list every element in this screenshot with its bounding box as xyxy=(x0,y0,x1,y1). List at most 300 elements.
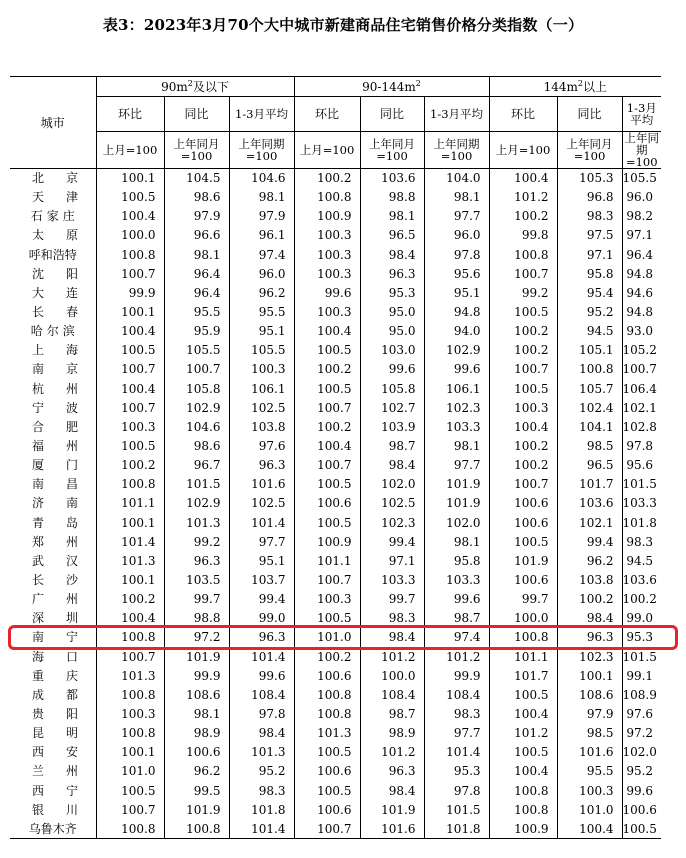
table-row xyxy=(10,743,661,762)
index-value: 95.2 xyxy=(557,302,622,321)
index-value: 97.7 xyxy=(424,724,489,743)
index-value: 101.0 xyxy=(96,762,164,781)
index-value: 101.8 xyxy=(622,513,661,532)
index-value: 100.5 xyxy=(96,436,164,455)
index-value: 100.8 xyxy=(557,360,622,379)
table-row xyxy=(10,322,661,341)
index-value: 100.4 xyxy=(96,322,164,341)
index-value: 100.5 xyxy=(294,743,360,762)
index-value: 108.4 xyxy=(424,685,489,704)
index-value: 98.5 xyxy=(557,724,622,743)
index-value: 101.2 xyxy=(489,188,557,207)
index-value: 96.3 xyxy=(164,551,229,570)
index-value: 101.5 xyxy=(164,475,229,494)
index-value: 100.9 xyxy=(294,207,360,226)
index-value: 100.4 xyxy=(557,819,622,838)
table-row xyxy=(10,781,661,800)
index-value: 101.9 xyxy=(360,800,424,819)
index-value: 100.6 xyxy=(489,494,557,513)
index-value: 104.5 xyxy=(164,169,229,188)
index-value: 98.4 xyxy=(557,609,622,628)
index-value: 100.5 xyxy=(489,379,557,398)
index-value: 100.6 xyxy=(164,743,229,762)
index-value: 100.6 xyxy=(622,800,661,819)
base-label-jan-mar-avg: 上年同期=100 xyxy=(424,132,489,169)
index-value: 100.6 xyxy=(489,513,557,532)
index-value: 100.8 xyxy=(96,685,164,704)
city-name: 哈尔滨 xyxy=(30,324,79,339)
base-label-jan-mar-avg: 上年同期=100 xyxy=(622,132,661,169)
index-value: 108.6 xyxy=(557,685,622,704)
index-value: 100.2 xyxy=(489,456,557,475)
group-header-under-90: $90m^2$及以下 xyxy=(96,77,294,97)
index-value: 100.5 xyxy=(294,341,360,360)
city-name: 兰州 xyxy=(32,764,101,779)
index-value: 98.5 xyxy=(557,436,622,455)
index-value: 101.4 xyxy=(229,513,294,532)
index-value: 95.0 xyxy=(360,302,424,321)
index-value: 100.7 xyxy=(489,360,557,379)
index-value: 100.5 xyxy=(294,513,360,532)
city-name: 长沙 xyxy=(32,573,101,588)
index-value: 100.8 xyxy=(489,781,557,800)
index-value: 98.4 xyxy=(360,781,424,800)
subheader-mom: 环比 xyxy=(294,97,360,132)
index-value: 100.7 xyxy=(294,570,360,589)
index-value: 101.1 xyxy=(489,647,557,666)
city-name: 沈阳 xyxy=(32,266,101,281)
index-value: 99.7 xyxy=(164,590,229,609)
index-value: 98.8 xyxy=(164,609,229,628)
index-value: 100.5 xyxy=(489,532,557,551)
index-value: 100.2 xyxy=(294,360,360,379)
table-row xyxy=(10,207,661,226)
table-row xyxy=(10,819,661,838)
highlight-box-nanning xyxy=(8,625,678,650)
index-value: 100.8 xyxy=(294,685,360,704)
index-value: 94.0 xyxy=(424,322,489,341)
index-value: 100.7 xyxy=(294,819,360,838)
index-value: 98.4 xyxy=(360,628,424,647)
index-value: 96.3 xyxy=(229,456,294,475)
city-name: 石家庄 xyxy=(30,209,79,224)
index-value: 100.2 xyxy=(489,341,557,360)
index-value: 100.6 xyxy=(294,800,360,819)
index-value: 95.4 xyxy=(557,283,622,302)
table-row xyxy=(10,169,661,188)
city-name: 太原 xyxy=(32,228,101,243)
index-value: 96.4 xyxy=(164,264,229,283)
index-value: 100.7 xyxy=(489,475,557,494)
index-value: 101.0 xyxy=(557,800,622,819)
city-name: 西安 xyxy=(32,745,101,760)
index-value: 100.8 xyxy=(96,475,164,494)
index-value: 103.6 xyxy=(557,494,622,513)
table-row xyxy=(10,762,661,781)
index-value: 100.2 xyxy=(489,207,557,226)
index-value: 102.3 xyxy=(424,398,489,417)
index-value: 102.5 xyxy=(360,494,424,513)
city-name: 呼和浩特 xyxy=(28,247,77,262)
index-value: 98.3 xyxy=(229,781,294,800)
index-value: 99.8 xyxy=(489,226,557,245)
city-name: 成都 xyxy=(32,687,101,702)
index-value: 96.3 xyxy=(229,628,294,647)
city-name: 海口 xyxy=(32,649,101,664)
base-label-mom: 上月=100 xyxy=(96,132,164,169)
index-value: 95.1 xyxy=(424,283,489,302)
subheader-jan-mar-avg: 1-3月平均 xyxy=(424,97,489,132)
index-value: 100.1 xyxy=(96,169,164,188)
city-name: 南昌 xyxy=(32,477,101,492)
index-value: 102.9 xyxy=(424,341,489,360)
index-value: 101.4 xyxy=(96,532,164,551)
index-value: 101.7 xyxy=(557,475,622,494)
city-name: 天津 xyxy=(32,190,101,205)
index-value: 97.5 xyxy=(557,226,622,245)
index-value: 100.2 xyxy=(294,417,360,436)
index-value: 98.1 xyxy=(360,207,424,226)
index-value: 100.5 xyxy=(489,743,557,762)
index-value: 100.8 xyxy=(96,819,164,838)
index-value: 100.3 xyxy=(294,245,360,264)
index-value: 100.4 xyxy=(294,322,360,341)
index-value: 100.1 xyxy=(96,302,164,321)
index-value: 100.7 xyxy=(96,360,164,379)
city-name: 深圳 xyxy=(32,611,101,626)
index-value: 102.0 xyxy=(622,743,661,762)
base-label-yoy: 上年同月=100 xyxy=(557,132,622,169)
index-value: 96.3 xyxy=(360,264,424,283)
index-value: 99.9 xyxy=(96,283,164,302)
index-value: 98.9 xyxy=(360,724,424,743)
index-value: 98.3 xyxy=(622,532,661,551)
index-value: 100.2 xyxy=(294,169,360,188)
table-title: 表3：2023年3月70个大中城市新建商品住宅销售价格分类指数（一） xyxy=(102,16,584,34)
index-value: 100.6 xyxy=(294,666,360,685)
index-value: 101.4 xyxy=(229,819,294,838)
index-value: 100.5 xyxy=(294,781,360,800)
index-value: 100.7 xyxy=(294,398,360,417)
index-value: 100.2 xyxy=(489,436,557,455)
index-value: 93.0 xyxy=(622,322,661,341)
index-value: 97.8 xyxy=(229,704,294,723)
city-name: 济南 xyxy=(32,496,101,511)
index-value: 103.8 xyxy=(229,417,294,436)
index-value: 98.1 xyxy=(164,704,229,723)
index-value: 103.5 xyxy=(164,570,229,589)
index-value: 94.8 xyxy=(622,264,661,283)
index-value: 96.5 xyxy=(557,456,622,475)
index-value: 105.2 xyxy=(622,341,661,360)
index-value: 100.6 xyxy=(489,570,557,589)
index-value: 97.1 xyxy=(360,551,424,570)
index-value: 95.3 xyxy=(424,762,489,781)
index-value: 100.6 xyxy=(294,762,360,781)
index-value: 101.1 xyxy=(96,494,164,513)
index-value: 101.5 xyxy=(424,800,489,819)
table-row xyxy=(10,226,661,245)
base-label-mom: 上月=100 xyxy=(489,132,557,169)
index-value: 99.6 xyxy=(424,360,489,379)
base-label-jan-mar-avg: 上年同期=100 xyxy=(229,132,294,169)
index-value: 100.0 xyxy=(489,609,557,628)
index-value: 98.4 xyxy=(229,724,294,743)
index-value: 95.8 xyxy=(557,264,622,283)
index-value: 100.0 xyxy=(360,666,424,685)
index-value: 100.8 xyxy=(164,819,229,838)
city-name: 上海 xyxy=(32,343,101,358)
index-value: 106.1 xyxy=(229,379,294,398)
table-row xyxy=(10,264,661,283)
index-value: 108.4 xyxy=(360,685,424,704)
table-row xyxy=(10,724,661,743)
table-row xyxy=(10,666,661,685)
index-value: 100.2 xyxy=(96,456,164,475)
index-value: 100.4 xyxy=(96,207,164,226)
index-value: 99.2 xyxy=(164,532,229,551)
index-value: 108.9 xyxy=(622,685,661,704)
subheader-yoy: 同比 xyxy=(164,97,229,132)
index-value: 99.7 xyxy=(489,590,557,609)
index-value: 100.5 xyxy=(294,609,360,628)
city-name: 青岛 xyxy=(32,515,101,530)
index-value: 96.7 xyxy=(164,456,229,475)
table-row xyxy=(10,341,661,360)
index-value: 105.1 xyxy=(557,341,622,360)
index-value: 100.7 xyxy=(96,398,164,417)
table-row xyxy=(10,456,661,475)
city-name: 南宁 xyxy=(32,630,101,645)
index-value: 101.3 xyxy=(164,513,229,532)
index-value: 101.9 xyxy=(489,551,557,570)
city-name: 福州 xyxy=(32,439,101,454)
index-value: 103.6 xyxy=(622,570,661,589)
index-value: 101.3 xyxy=(96,666,164,685)
index-value: 95.1 xyxy=(229,551,294,570)
index-value: 96.4 xyxy=(622,245,661,264)
index-value: 95.2 xyxy=(622,762,661,781)
index-value: 100.7 xyxy=(489,264,557,283)
city-name: 广州 xyxy=(32,592,101,607)
table-row xyxy=(10,551,661,570)
index-value: 104.6 xyxy=(229,169,294,188)
index-value: 97.8 xyxy=(424,781,489,800)
index-value: 101.2 xyxy=(360,743,424,762)
index-value: 105.3 xyxy=(557,169,622,188)
index-value: 95.5 xyxy=(229,302,294,321)
index-value: 96.2 xyxy=(164,762,229,781)
index-value: 100.2 xyxy=(96,590,164,609)
index-value: 94.6 xyxy=(622,283,661,302)
index-value: 104.0 xyxy=(424,169,489,188)
index-value: 99.9 xyxy=(424,666,489,685)
index-value: 100.8 xyxy=(489,628,557,647)
index-value: 100.5 xyxy=(96,341,164,360)
index-value: 95.6 xyxy=(622,456,661,475)
index-value: 101.0 xyxy=(294,628,360,647)
index-value: 103.3 xyxy=(360,570,424,589)
index-value: 102.0 xyxy=(424,513,489,532)
index-value: 101.8 xyxy=(424,819,489,838)
index-value: 101.9 xyxy=(164,800,229,819)
index-value: 100.8 xyxy=(489,800,557,819)
index-value: 102.1 xyxy=(622,398,661,417)
index-value: 101.5 xyxy=(622,647,661,666)
subheader-jan-mar-avg: 1-3月平均 xyxy=(229,97,294,132)
index-value: 99.2 xyxy=(489,283,557,302)
index-value: 103.7 xyxy=(229,570,294,589)
index-value: 101.9 xyxy=(424,494,489,513)
index-value: 101.2 xyxy=(360,647,424,666)
index-value: 100.5 xyxy=(96,188,164,207)
index-value: 99.6 xyxy=(229,666,294,685)
city-name: 西宁 xyxy=(32,783,101,798)
price-index-table xyxy=(10,76,661,839)
base-label-yoy: 上年同月=100 xyxy=(164,132,229,169)
city-name: 厦门 xyxy=(32,458,101,473)
index-value: 99.4 xyxy=(360,532,424,551)
index-value: 103.9 xyxy=(360,417,424,436)
index-value: 100.5 xyxy=(489,685,557,704)
group-header-over-144: $144m^2$以上 xyxy=(489,77,661,97)
city-name: 昆明 xyxy=(32,726,101,741)
index-value: 100.2 xyxy=(489,322,557,341)
index-value: 108.4 xyxy=(229,685,294,704)
index-value: 98.1 xyxy=(424,188,489,207)
index-value: 106.4 xyxy=(622,379,661,398)
index-value: 101.9 xyxy=(164,647,229,666)
index-value: 95.1 xyxy=(229,322,294,341)
index-value: 100.4 xyxy=(489,704,557,723)
index-value: 100.5 xyxy=(489,302,557,321)
index-value: 96.0 xyxy=(229,264,294,283)
index-value: 99.1 xyxy=(622,666,661,685)
index-value: 100.0 xyxy=(96,226,164,245)
city-name: 宁波 xyxy=(32,400,101,415)
index-value: 98.7 xyxy=(424,609,489,628)
index-value: 97.9 xyxy=(164,207,229,226)
index-value: 108.6 xyxy=(164,685,229,704)
index-value: 100.7 xyxy=(294,456,360,475)
index-value: 101.2 xyxy=(424,647,489,666)
subheader-mom: 环比 xyxy=(96,97,164,132)
index-value: 95.3 xyxy=(360,283,424,302)
index-value: 95.5 xyxy=(164,302,229,321)
index-value: 98.7 xyxy=(360,704,424,723)
index-value: 97.8 xyxy=(424,245,489,264)
index-value: 100.8 xyxy=(96,245,164,264)
index-value: 96.0 xyxy=(622,188,661,207)
index-value: 104.6 xyxy=(164,417,229,436)
index-value: 98.1 xyxy=(424,436,489,455)
index-value: 100.5 xyxy=(294,379,360,398)
index-value: 97.7 xyxy=(424,207,489,226)
index-value: 100.3 xyxy=(294,590,360,609)
table-row xyxy=(10,188,661,207)
index-value: 99.0 xyxy=(622,609,661,628)
city-name: 杭州 xyxy=(32,381,101,396)
index-value: 98.4 xyxy=(360,456,424,475)
table-row xyxy=(10,245,661,264)
index-value: 96.3 xyxy=(360,762,424,781)
index-value: 97.9 xyxy=(557,704,622,723)
index-value: 100.7 xyxy=(164,360,229,379)
table-row xyxy=(10,398,661,417)
table-row xyxy=(10,302,661,321)
index-value: 100.2 xyxy=(622,590,661,609)
index-value: 100.2 xyxy=(557,590,622,609)
index-value: 100.1 xyxy=(96,513,164,532)
index-value: 105.5 xyxy=(622,169,661,188)
index-value: 100.8 xyxy=(96,628,164,647)
index-value: 95.9 xyxy=(164,322,229,341)
index-value: 103.8 xyxy=(557,570,622,589)
index-value: 101.3 xyxy=(229,743,294,762)
index-value: 102.9 xyxy=(164,494,229,513)
index-value: 96.2 xyxy=(557,551,622,570)
index-value: 101.6 xyxy=(557,743,622,762)
subheader-jan-mar-avg: 1-3月平均 xyxy=(622,97,661,132)
index-value: 96.8 xyxy=(557,188,622,207)
index-value: 96.5 xyxy=(360,226,424,245)
index-value: 95.6 xyxy=(424,264,489,283)
index-value: 100.7 xyxy=(622,360,661,379)
index-value: 100.9 xyxy=(294,532,360,551)
city-name: 贵阳 xyxy=(32,707,101,721)
index-value: 97.4 xyxy=(424,628,489,647)
index-value: 100.5 xyxy=(96,781,164,800)
index-value: 105.8 xyxy=(360,379,424,398)
table-row xyxy=(10,513,661,532)
group-header-90-144: $90-144m^2$ xyxy=(294,77,489,97)
index-value: 102.3 xyxy=(360,513,424,532)
index-value: 100.7 xyxy=(96,264,164,283)
index-value: 94.5 xyxy=(557,322,622,341)
index-value: 100.5 xyxy=(622,819,661,838)
index-value: 105.5 xyxy=(229,341,294,360)
index-value: 102.7 xyxy=(360,398,424,417)
index-value: 96.2 xyxy=(229,283,294,302)
index-value: 98.6 xyxy=(164,436,229,455)
index-value: 99.5 xyxy=(164,781,229,800)
index-value: 106.1 xyxy=(424,379,489,398)
index-value: 101.9 xyxy=(424,475,489,494)
index-value: 102.9 xyxy=(164,398,229,417)
index-value: 95.5 xyxy=(557,762,622,781)
index-value: 97.4 xyxy=(229,245,294,264)
index-value: 96.0 xyxy=(424,226,489,245)
table-row xyxy=(10,360,661,379)
index-value: 96.3 xyxy=(557,628,622,647)
index-value: 97.1 xyxy=(622,226,661,245)
index-value: 100.3 xyxy=(557,781,622,800)
table-row xyxy=(10,494,661,513)
index-value: 99.4 xyxy=(557,532,622,551)
index-value: 95.2 xyxy=(229,762,294,781)
index-value: 98.3 xyxy=(360,609,424,628)
index-value: 101.2 xyxy=(489,724,557,743)
index-value: 98.3 xyxy=(557,207,622,226)
index-value: 98.3 xyxy=(424,704,489,723)
subheader-yoy: 同比 xyxy=(557,97,622,132)
index-value: 96.6 xyxy=(164,226,229,245)
index-value: 99.4 xyxy=(229,590,294,609)
index-value: 100.8 xyxy=(96,724,164,743)
index-value: 100.3 xyxy=(229,360,294,379)
index-value: 102.3 xyxy=(557,647,622,666)
index-value: 102.5 xyxy=(229,398,294,417)
